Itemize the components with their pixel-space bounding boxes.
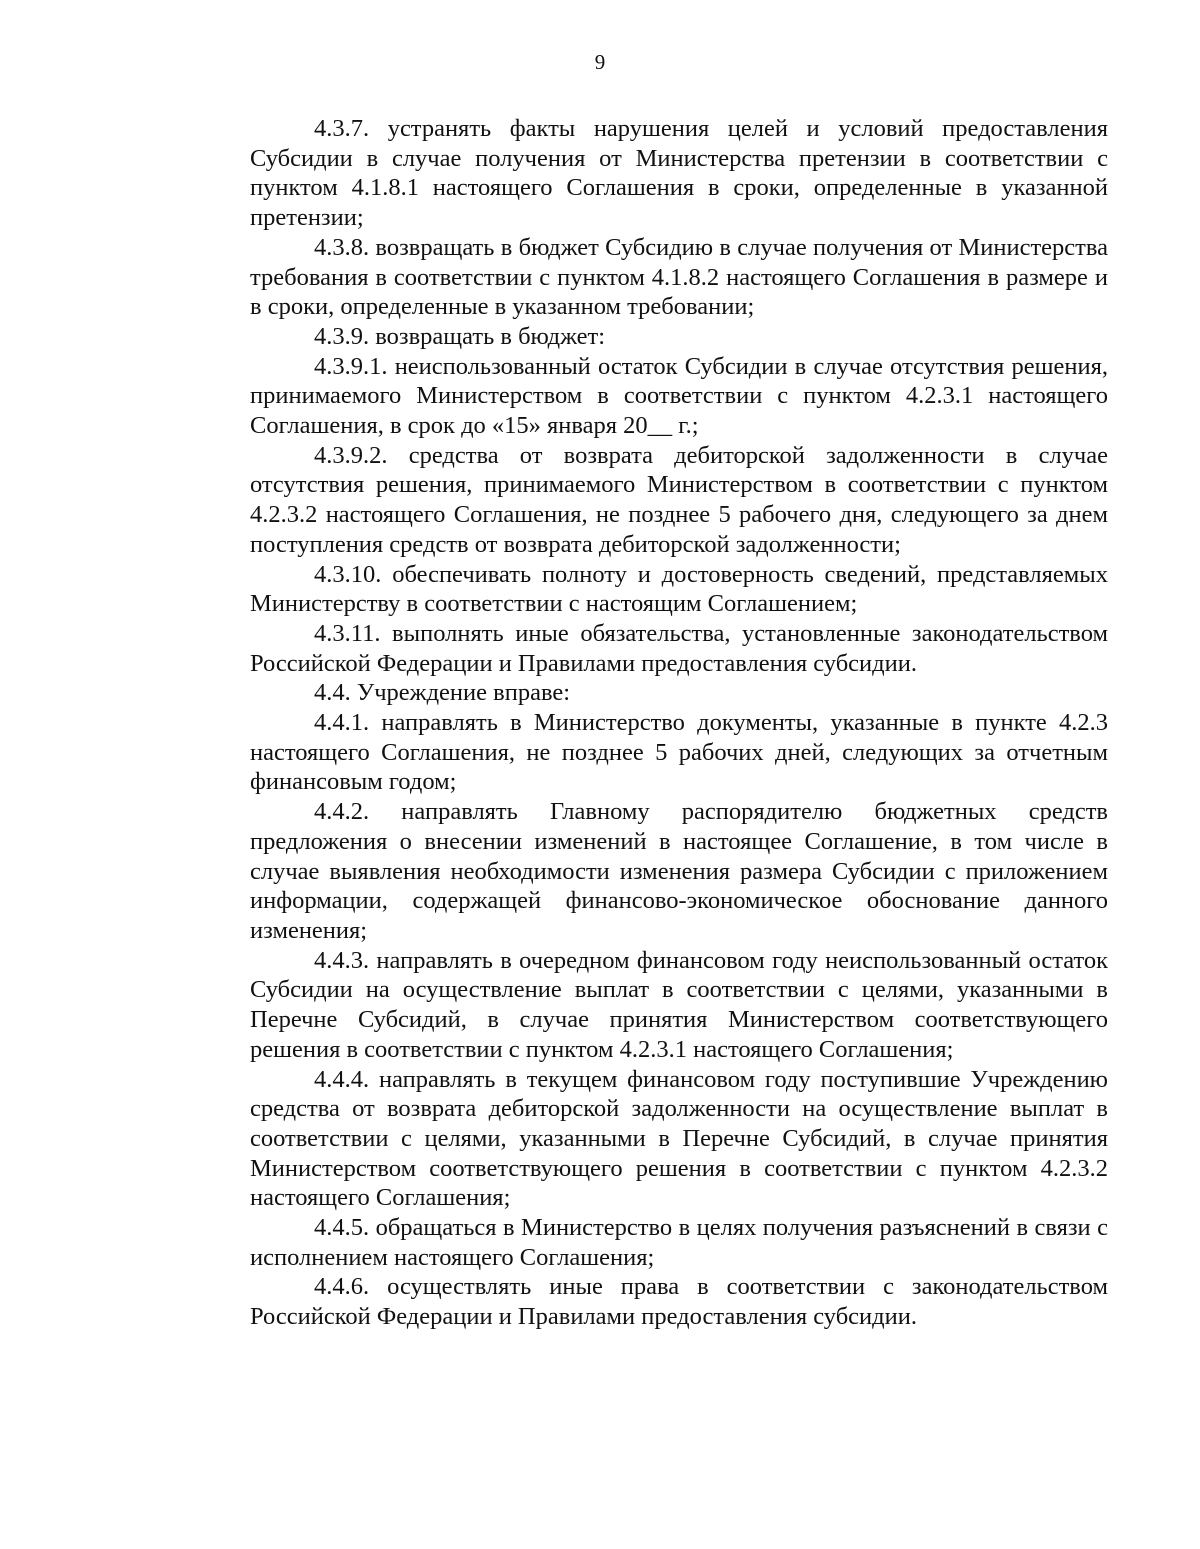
clause-4-3-11: 4.3.11. выполнять иные обязательства, установленные законодательством Российской Федерации и Правилами предоставления субсидии. xyxy=(250,619,1108,677)
clause-4-3-7: 4.3.7. устранять факты нарушения целей и условий предоставления Субсидии в случае получения от Министерства претензии в соответствии с пунктом 4.1.8.1 настоящего Соглашения в сроки, определенные в указанной претензии; xyxy=(250,115,1108,232)
clause-4-3-9-2: 4.3.9.2. средства от возврата дебиторской задолженности в случае отсутствия решения, принимаемого Министерством в соответствии с пунктом 4.2.3.2 настоящего Соглашения, не позднее 5 рабочего дня, следующего за днем поступления средств от возврата дебиторской задолженности; xyxy=(250,441,1108,558)
clause-4-4-2: 4.4.2. направлять Главному распорядителю бюджетных средств предложения о внесении изменений в настоящее Соглашение, в том числе в случае выявления необходимости изменения размера Субсидии с приложением информации, содержащей финансово-экономическое обоснование данного изменения; xyxy=(250,798,1108,944)
clause-4-4-5: 4.4.5. обращаться в Министерство в целях получения разъяснений в связи с исполнением настоящего Соглашения; xyxy=(250,1214,1108,1271)
page-number: 9 xyxy=(594,50,606,74)
clause-4-3-8: 4.3.8. возвращать в бюджет Субсидию в случае получения от Министерства требования в соответствии с пунктом 4.1.8.2 настоящего Соглашения в размере и в сроки, определенные в указанном требовании; xyxy=(250,233,1108,321)
clause-4-3-9-1: 4.3.9.1. неиспользованный остаток Субсидии в случае отсутствия решения, принимаемого Министерством в соответствии с пунктом 4.2.3.1 настоящего Соглашения, в срок до «15» января 20__ г.; xyxy=(250,352,1108,440)
document-body xyxy=(250,114,1108,1332)
clause-4-3-10: 4.3.10. обеспечивать полноту и достоверность сведений, представляемых Министерству в соответствии с настоящим Соглашением; xyxy=(250,560,1108,618)
clause-4-4-1: 4.4.1. направлять в Министерство документы, указанные в пункте 4.2.3 настоящего Соглашения, не позднее 5 рабочих дней, следующих за отчетным финансовым годом; xyxy=(250,709,1108,796)
clause-4-4-4: 4.4.4. направлять в текущем финансовом году поступившие Учреждению средства от возврата дебиторской задолженности на осуществление выплат в соответствии с целями, указанными в Перечне Субсидий, в случае принятия Министерством соответствующего решения в соответствии с пунктом 4.2.3.2 настоящего Соглашения; xyxy=(250,1065,1108,1212)
clause-4-4-6: 4.4.6. осуществлять иные права в соответствии с законодательством Российской Федерации и Правилами предоставления субсидии. xyxy=(250,1273,1108,1331)
clause-4-4-3: 4.4.3. направлять в очередном финансовом году неиспользованный остаток Субсидии на осуществление выплат в соответствии с целями, указанными в Перечне Субсидий, в случае принятия Министерством соответствующего решения в соответствии с пунктом 4.2.3.1 настоящего Соглашения; xyxy=(250,946,1108,1063)
clause-4-3-9: 4.3.9. возвращать в бюджет: xyxy=(314,322,606,350)
clause-4-4: 4.4. Учреждение вправе: xyxy=(314,679,571,707)
